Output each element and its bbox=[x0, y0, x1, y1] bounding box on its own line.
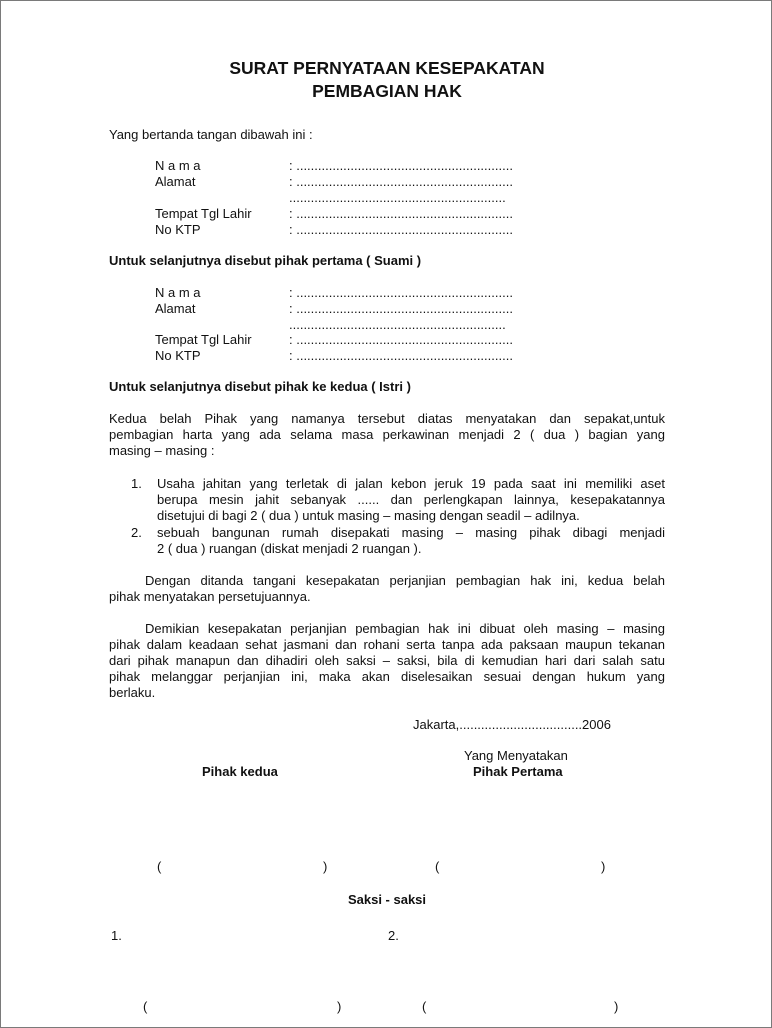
party1-birth-value: : ............................................................ bbox=[289, 206, 513, 221]
closing-line-5: berlaku. bbox=[109, 685, 156, 700]
item-1-text bbox=[157, 476, 665, 524]
second-party-open-paren: ( bbox=[157, 859, 162, 874]
first-party-close-paren: ) bbox=[601, 859, 606, 874]
item-2-line-1: sebuah bangunan rumah disepakati masing – masing pihak dibagi menjadi bbox=[157, 525, 665, 540]
party2-ktp-label: No KTP bbox=[155, 348, 201, 363]
party2-address-value: : ............................................................ bbox=[289, 301, 513, 316]
agreement-intro-paragraph bbox=[109, 411, 665, 459]
party2-address-label: Alamat bbox=[155, 301, 196, 316]
document-title-line-2: PEMBAGIAN HAK bbox=[312, 81, 462, 101]
party1-birth-label: Tempat Tgl Lahir bbox=[155, 206, 252, 221]
party1-designation: Untuk selanjutnya disebut pihak pertama ( Suami ) bbox=[109, 253, 422, 268]
item-2-text bbox=[157, 525, 665, 557]
intro-text: Yang bertanda tangan dibawah ini : bbox=[109, 127, 313, 142]
witness-2-close-paren: ) bbox=[614, 999, 619, 1014]
item-1-number: 1. bbox=[131, 476, 142, 491]
party1-name-label: N a m a bbox=[155, 158, 201, 173]
closing-paragraph bbox=[109, 621, 665, 701]
witness-2-open-paren: ( bbox=[422, 999, 427, 1014]
witness-1-open-paren: ( bbox=[143, 999, 148, 1014]
party2-birth-label: Tempat Tgl Lahir bbox=[155, 332, 252, 347]
party1-address-label: Alamat bbox=[155, 174, 196, 189]
closing-line-2: pihak dalam keadaan sehat jasmani dan rohani serta tanpa ada paksaan maupun tekanan bbox=[109, 637, 665, 652]
document-title-line-1: SURAT PERNYATAAN KESEPAKATAN bbox=[229, 58, 545, 78]
party2-ktp-value: : ............................................................ bbox=[289, 348, 513, 363]
party2-birth-value: : ............................................................ bbox=[289, 332, 513, 347]
first-party-open-paren: ( bbox=[435, 859, 440, 874]
party2-designation: Untuk selanjutnya disebut pihak ke kedua ( Istri ) bbox=[109, 379, 411, 394]
item-1-line-3: disetujui di bagi 2 ( dua ) untuk masing – masing dengan seadil – adilnya. bbox=[157, 508, 580, 523]
closing-line-1: Demikian kesepakatan perjanjian pembagian hak ini dibuat oleh masing – masing bbox=[145, 621, 665, 636]
first-party-label: Pihak Pertama bbox=[473, 764, 563, 779]
sign-paragraph-line-1: Dengan ditanda tangani kesepakatan perjanjian pembagian hak ini, kedua belah bbox=[145, 573, 665, 588]
sign-paragraph-line-2: pihak menyatakan persetujuannya. bbox=[109, 589, 311, 604]
witness-2-number: 2. bbox=[388, 928, 399, 943]
second-party-label: Pihak kedua bbox=[202, 764, 278, 779]
agreement-intro-line-1: Kedua belah Pihak yang namanya tersebut diatas menyatakan dan sepakat,untuk bbox=[109, 411, 665, 426]
closing-line-3: dari pihak manapun dan dihadiri oleh saksi – saksi, bila di kemudian hari dari salah satu bbox=[109, 653, 665, 668]
party1-ktp-label: No KTP bbox=[155, 222, 201, 237]
agreement-intro-line-2: pembagian harta yang ada selama masa perkawinan menjadi 2 ( dua ) bagian yang bbox=[109, 427, 665, 442]
sign-paragraph bbox=[109, 573, 665, 605]
item-2-number: 2. bbox=[131, 525, 142, 540]
party2-address-value-2: ............................................................ bbox=[289, 317, 506, 332]
party1-ktp-value: : ............................................................ bbox=[289, 222, 513, 237]
declarant-label: Yang Menyatakan bbox=[464, 748, 568, 763]
second-party-close-paren: ) bbox=[323, 859, 328, 874]
party2-name-value: : ............................................................ bbox=[289, 285, 513, 300]
agreement-intro-line-3: masing – masing : bbox=[109, 443, 215, 458]
party2-name-label: N a m a bbox=[155, 285, 201, 300]
place-date: Jakarta,..................................2006 bbox=[413, 717, 611, 732]
item-2-line-2: 2 ( dua ) ruangan (diskat menjadi 2 ruangan ). bbox=[157, 541, 422, 556]
witness-1-number: 1. bbox=[111, 928, 122, 943]
item-1-line-2: berupa mesin jahit sebanyak ...... dan perlengkapan lainnya, kesepakatannya bbox=[157, 492, 665, 507]
closing-line-4: pihak melanggar perjanjian ini, maka akan diselesaikan sesuai dengan hukum yang bbox=[109, 669, 665, 684]
party1-address-value-2: ............................................................ bbox=[289, 190, 506, 205]
witness-1-close-paren: ) bbox=[337, 999, 342, 1014]
party1-address-value: : ............................................................ bbox=[289, 174, 513, 189]
party1-name-value: : ............................................................ bbox=[289, 158, 513, 173]
item-1-line-1: Usaha jahitan yang terletak di jalan kebon jeruk 19 pada saat ini memiliki aset bbox=[157, 476, 665, 491]
witnesses-title: Saksi - saksi bbox=[347, 892, 427, 907]
